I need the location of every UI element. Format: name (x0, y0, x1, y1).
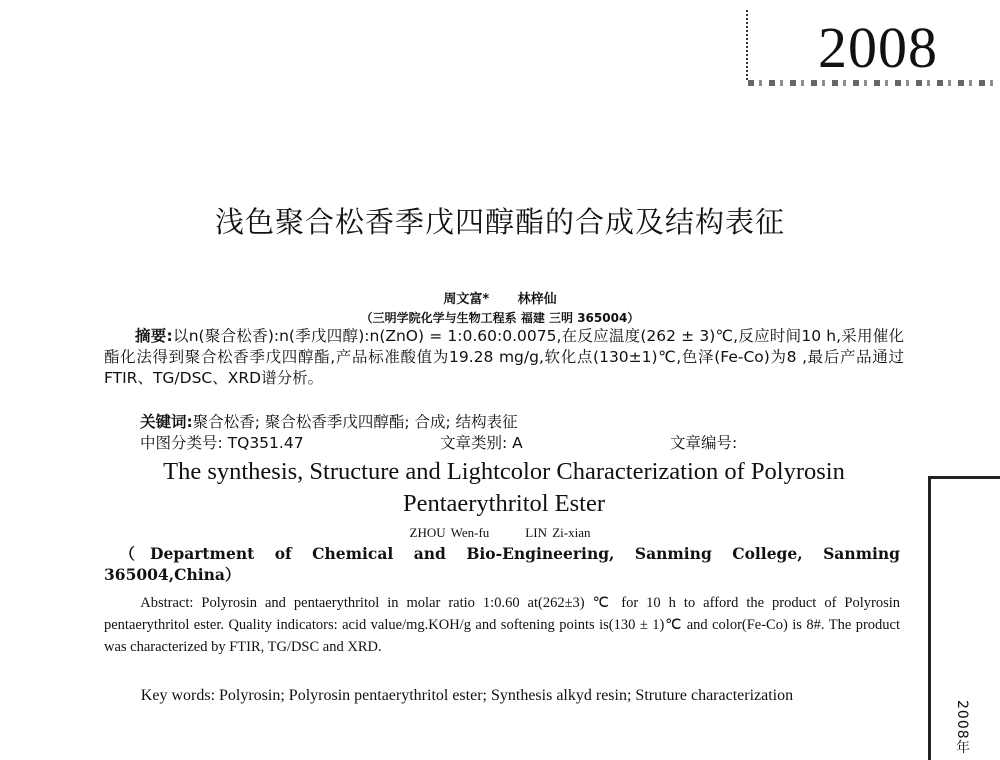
chinese-abstract (104, 326, 904, 389)
classification-number: 中图分类号: TQ351.47 (140, 434, 304, 452)
english-affiliation: （Department of Chemical and Bio-Engineering, Sanming College, Sanming 365004,China） (104, 544, 900, 584)
english-title: The synthesis, Structure and Lightcolor Characterization of Polyrosin Pentaerythritol Ester (163, 458, 845, 517)
article-number: 文章编号: (670, 434, 738, 452)
document-code: 文章类别: A (440, 434, 523, 452)
journal-year: 2008 (818, 15, 938, 80)
chinese-authors (0, 288, 1000, 307)
english-author-2: LIN Zi-xian (525, 525, 591, 540)
scan-tick-marks (746, 10, 751, 80)
chinese-author-1: 周文富* (443, 292, 490, 307)
chinese-keywords-label: 关键词: (140, 413, 193, 431)
side-vertical-text: 2008年 (954, 700, 970, 755)
english-keywords: Key words: Polyrosin; Polyrosin pentaerythritol ester; Synthesis alkyd resin; Struture characterization (140, 687, 794, 704)
chinese-author-2: 林梓仙 (517, 292, 557, 307)
header-rule (748, 80, 1000, 86)
chinese-abstract-label: 摘要: (135, 327, 173, 345)
chinese-affiliation: （三明学院化学与生物工程系 福建 三明 365004） (360, 311, 640, 325)
english-abstract: Abstract: Polyrosin and pentaerythritol in molar ratio 1:0.60 at(262±3) ℃ for 10 h to afford the product of Polyrosin pentaerythritol ester. Quality indicators: acid value/mg.KOH/g and softening points is(130 ± 1)℃ and color(Fe-Co) is 8#. The product was characterized by FTIR, TG/DSC and XRD. (104, 595, 900, 655)
english-authors (0, 525, 1000, 541)
chinese-keywords-text: 聚合松香; 聚合松香季戊四醇酯; 合成; 结构表征 (192, 413, 518, 431)
chinese-keywords (140, 410, 518, 432)
chinese-title: 浅色聚合松香季戊四醇酯的合成及结构表征 (214, 205, 785, 239)
english-author-1: ZHOU Wen-fu (409, 525, 490, 540)
chinese-abstract-text: 以n(聚合松香):n(季戊四醇):n(ZnO) = 1:0.60:0.0075,在反应温度(262 ± 3)℃,反应时间10 h,采用催化酯化法得到聚合松香季戊四醇酯,产品标准酸值为19.28 mg/g,软化点(130±1)℃,色泽(Fe-Co)为8 ,最后产品通过FTIR、TG/DSC、XRD谱分析。 (104, 327, 904, 387)
